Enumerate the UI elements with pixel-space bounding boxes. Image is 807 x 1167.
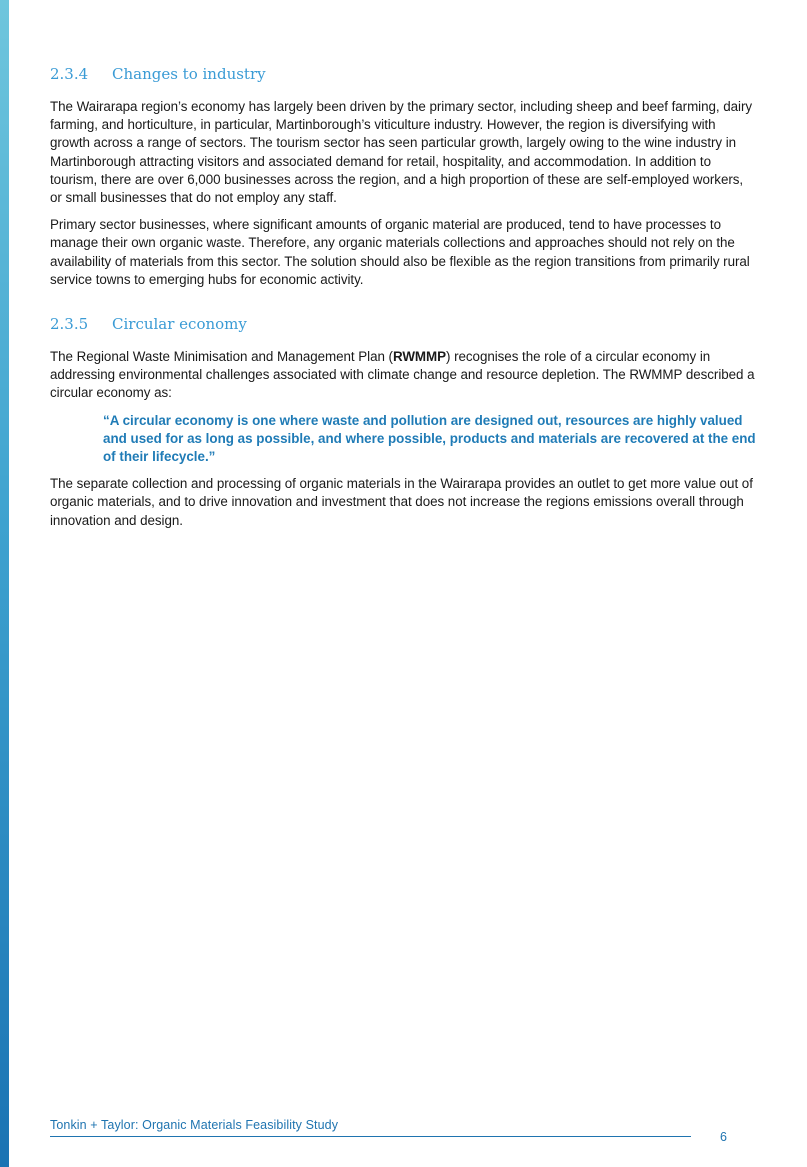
paragraph-rwmmp (50, 348, 758, 403)
section-number: 2.3.4 (50, 65, 89, 83)
footer-divider (50, 1136, 691, 1137)
footer-title: Tonkin + Taylor: Organic Materials Feasibility Study (50, 1118, 339, 1132)
section-heading-changes-to-industry (50, 62, 758, 86)
paragraph-primary-sector: Primary sector businesses, where significant amounts of organic material are produced, tend to have processes to manage their own organic waste. Therefore, any organic materials collections and approaches should not rely on the availability of materials from this sector. The solution should also be flexible as the region transitions from primarily rural service towns to emerging hubs for economic activity. (50, 217, 750, 287)
paragraph-organic-collection: The separate collection and processing of organic materials in the Wairarapa provides an outlet to get more value out of organic materials, and to drive innovation and investment that does not increase the regions emissions overall through innovation and design. (50, 476, 753, 528)
section-title: Circular economy (112, 315, 247, 334)
rwmmp-intro-end: ) recognises the role of a circular economy in addressing environmental challenges associated with climate change and resource depletion. The RWMMP described a circular economy as: (50, 349, 755, 401)
circular-economy-quote: “A circular economy is one where waste and pollution are designed out, resources are highly valued and used for as long as possible, and where possible, products and materials are recovered at the end of their lifecycle.” (103, 412, 756, 465)
side-accent-bar (0, 0, 9, 1167)
page-number: 6 (720, 1130, 727, 1144)
rwmmp-acronym: RWMMP (392, 349, 447, 365)
rwmmp-intro-start: The Regional Waste Minimisation and Management Plan ( (50, 349, 393, 365)
paragraph-economy: The Wairarapa region’s economy has largely been driven by the primary sector, including sheep and beef farming, dairy farming, and horticulture, in particular, Martinborough’s viticulture industry. However, the region is diversifying with growth across a range of sectors. The tourism sector has seen particular growth, largely owing to the wine industry in Martinborough attracting visitors and associated demand for retail, hospitality, and accommodation. In addition to tourism, there are over 6,000 businesses across the region, and a high proportion of these are self-employed workers, or small businesses that do not employ any staff. (50, 99, 753, 206)
section-title: Changes to industry (112, 65, 266, 83)
document-body (50, 62, 758, 539)
section-number: 2.3.5 (50, 315, 89, 334)
section-heading-circular-economy (50, 312, 758, 336)
